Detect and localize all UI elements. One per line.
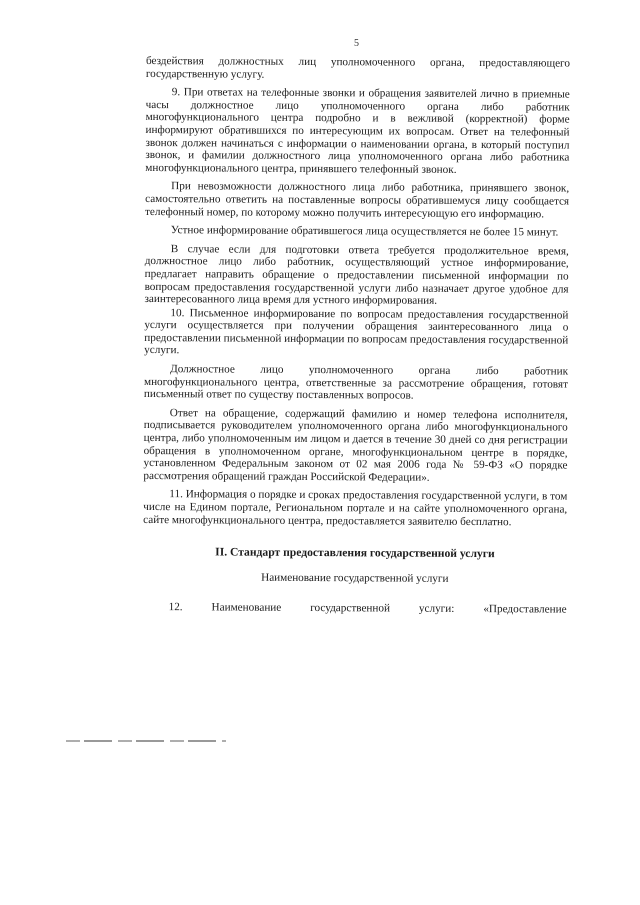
paragraph-answer-signature: Ответ на обращение, содержащий фамилию и номер телефона исполнителя, подписывается руководителем уполномоченного органа либо многофункционального центра, либо уполномоченным им лицом и дается в течение 30 дней со дня регистрации обращения в уполномоченном органе, многофункциональном центре в порядке, установленном Федеральным законом от 02 мая 2006 года № 59-ФЗ «О порядке рассмотрения обращений граждан Российской Федерации». bbox=[143, 406, 568, 484]
word: услуги: bbox=[418, 603, 455, 616]
paragraph-9-phone-calls: 9. При ответах на телефонные звонки и обращения заявителей лично в приемные часы должностное лицо уполномоченного органа либо работник многофункционального центра подробно и в вежливой (корректной) форме информируют обратившихся по интересующим их вопросам. Ответ на телефонный звонок должен начинаться с информации о наименовании органа, в который поступил звонок, и фамилии должностного лица уполномоченного органа либо работника многофункционального центра, принявшего телефонный звонок. bbox=[145, 86, 570, 176]
paragraph-continuation: бездействия должностных лиц уполномоченного органа, предоставляющего государственную услугу. bbox=[145, 55, 570, 81]
paragraph-unable-to-answer: При невозможности должностного лица либо работника, принявшего звонок, самостоятельно ответить на поставленные вопросы обратившемуся лицу сообщается телефонный номер, по которому можно получить интересующую его информацию. bbox=[145, 180, 570, 220]
paragraph-oral-duration: Устное информирование обратившегося лица осуществляется не более 15 минут. bbox=[170, 224, 559, 239]
paragraph-11-free-info: 11. Информация о порядке и сроках предоставления государственной услуги, в том числе на Едином портале, Региональном портале и на сайте уполномоченного органа, сайте многофункционального центра, предоставляется заявителю бесплатно. bbox=[143, 488, 568, 528]
subsection-heading: Наименование государственной услуги bbox=[261, 571, 449, 585]
paragraph-10-written-info: 10. Письменное информирование по вопросам предоставления государственной услуги осуществляется при получении обращения заинтересованного лица о предоставлении письменной информации по вопросам предоставления государственной услуги. bbox=[144, 306, 569, 357]
clause-number: 12. bbox=[168, 601, 183, 614]
word: Наименование bbox=[211, 601, 282, 615]
paragraph-12-service-name bbox=[143, 601, 567, 616]
section-heading: II. Стандарт предоставления государственной услуги bbox=[215, 545, 495, 561]
scan-artifact-line bbox=[66, 740, 226, 742]
page-number: 5 bbox=[354, 38, 359, 49]
paragraph-written-answer: Должностное лицо уполномоченного органа либо работник многофункционального центра, ответственные за рассмотрение обращения, готовят письменный ответ по существу поставленных вопросов. bbox=[143, 363, 569, 402]
paragraph-long-preparation: В случае если для подготовки ответа требуется продолжительное время, должностное лицо либо работник, осуществляющий устное информирование, предлагает направить обращение о предоставлении письменной информации по вопросам предоставления государственной услуги либо назначает другое удобное для заинтересованного лица время для устного информирования. bbox=[144, 242, 569, 307]
document-body bbox=[143, 55, 570, 617]
word: «Предоставление bbox=[483, 603, 567, 616]
word: государственной bbox=[310, 602, 391, 615]
